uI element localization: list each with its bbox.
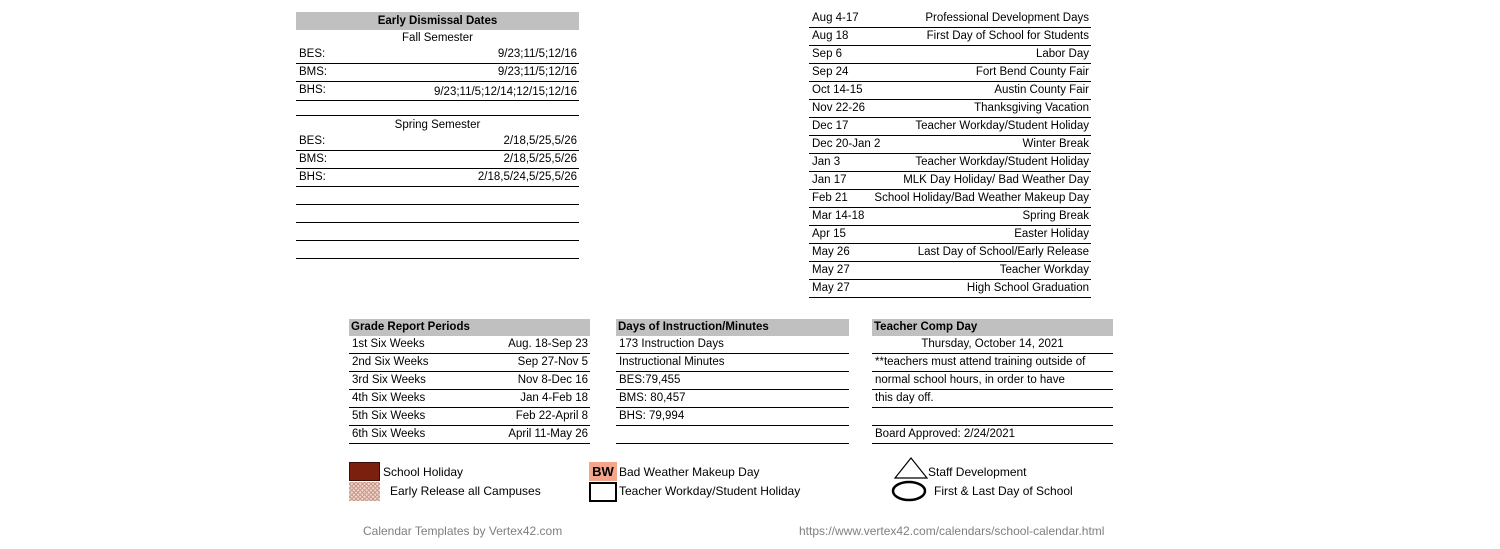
blank-row bbox=[296, 101, 579, 116]
ellipse-icon bbox=[891, 480, 927, 502]
table-row: BES: 2/18,5/25,5/26 bbox=[296, 133, 579, 151]
event-row bbox=[809, 64, 1091, 82]
event-row bbox=[809, 208, 1091, 226]
blank-row bbox=[296, 223, 579, 241]
event-name: Last Day of School/Early Release bbox=[917, 246, 1089, 258]
event-name: High School Graduation bbox=[966, 282, 1089, 294]
event-name: Teacher Workday/Student Holiday bbox=[915, 156, 1089, 168]
event-date: Jan 17 bbox=[812, 174, 847, 186]
instruction-row bbox=[616, 354, 849, 372]
bad-weather-label: Bad Weather Makeup Day bbox=[619, 465, 760, 479]
instruction-text: BHS: 79,994 bbox=[619, 410, 685, 422]
comp-day-note bbox=[872, 354, 1113, 372]
instruction-title: Days of Instruction/Minutes bbox=[616, 319, 849, 336]
early-release-label: Early Release all Campuses bbox=[390, 484, 541, 498]
grade-period-name: 1st Six Weeks bbox=[352, 338, 425, 350]
event-row bbox=[809, 28, 1091, 46]
fall-semester-label: Fall Semester bbox=[402, 32, 473, 44]
blank-row bbox=[296, 187, 579, 205]
event-name: First Day of School for Students bbox=[926, 30, 1089, 42]
event-date: Jan 3 bbox=[812, 156, 841, 168]
grade-period-row bbox=[349, 408, 590, 426]
event-row bbox=[809, 136, 1091, 154]
event-name: Labor Day bbox=[1035, 48, 1089, 60]
event-row bbox=[809, 262, 1091, 280]
instruction-text: Instructional Minutes bbox=[619, 356, 725, 368]
event-row bbox=[809, 244, 1091, 262]
grade-period-range: Feb 22-April 8 bbox=[515, 410, 588, 422]
comp-day-note-text: **teachers must attend training outside of bbox=[875, 356, 1086, 368]
event-name: MLK Day Holiday/ Bad Weather Day bbox=[903, 174, 1089, 186]
event-date: Sep 6 bbox=[812, 48, 843, 60]
event-row bbox=[809, 46, 1091, 64]
event-name: Thanksgiving Vacation bbox=[974, 102, 1089, 114]
bad-weather-swatch: BW bbox=[589, 462, 617, 481]
grade-period-row bbox=[349, 426, 590, 444]
event-row bbox=[809, 226, 1091, 244]
comp-day-title: Teacher Comp Day bbox=[872, 319, 1113, 336]
staff-development-label: Staff Development bbox=[928, 465, 1027, 479]
event-date: Feb 21 bbox=[812, 192, 848, 204]
event-date: May 26 bbox=[812, 246, 850, 258]
grade-period-range: Sep 27-Nov 5 bbox=[517, 356, 588, 368]
grade-period-range: Jan 4-Feb 18 bbox=[520, 392, 588, 404]
instruction-text: 173 Instruction Days bbox=[619, 338, 724, 350]
footer-url[interactable]: https://www.vertex42.com/calendars/school-calendar.html bbox=[799, 524, 1105, 538]
grade-period-row bbox=[349, 372, 590, 390]
event-name: Spring Break bbox=[1022, 210, 1089, 222]
event-row bbox=[809, 118, 1091, 136]
comp-day-note bbox=[872, 390, 1113, 408]
board-approved: Board Approved: 2/24/2021 bbox=[872, 426, 1113, 444]
early-release-swatch bbox=[349, 482, 380, 501]
grade-period-row bbox=[349, 354, 590, 372]
comp-day-note bbox=[872, 372, 1113, 390]
table-row: BES: 9/23;11/5;12/16 bbox=[296, 46, 579, 64]
grade-period-name: 2nd Six Weeks bbox=[352, 356, 429, 368]
table-row: BHS: 2/18,5/24,5/25,5/26 bbox=[296, 169, 579, 187]
early-dismissal-title: Early Dismissal Dates bbox=[296, 12, 579, 30]
event-row bbox=[809, 100, 1091, 118]
event-date: Aug 4-17 bbox=[812, 12, 859, 24]
instruction-row bbox=[616, 372, 849, 390]
event-date: Dec 17 bbox=[812, 120, 849, 132]
event-name: Teacher Workday bbox=[999, 264, 1089, 276]
blank-row bbox=[296, 241, 579, 259]
event-date: Oct 14-15 bbox=[812, 84, 863, 96]
event-row bbox=[809, 172, 1091, 190]
instruction-row bbox=[616, 426, 849, 444]
event-date: Dec 20-Jan 2 bbox=[812, 138, 881, 150]
event-row bbox=[809, 280, 1091, 298]
spring-semester-label: Spring Semester bbox=[394, 119, 481, 131]
event-row bbox=[809, 10, 1091, 28]
event-name: Teacher Workday/Student Holiday bbox=[915, 120, 1089, 132]
event-row bbox=[809, 82, 1091, 100]
triangle-icon bbox=[893, 457, 929, 479]
event-name: Austin County Fair bbox=[994, 84, 1089, 96]
grade-period-name: 6th Six Weeks bbox=[352, 428, 426, 440]
table-row: BMS: 9/23;11/5;12/16 bbox=[296, 64, 579, 82]
grade-period-row bbox=[349, 336, 590, 354]
school-holiday-label: School Holiday bbox=[383, 465, 464, 479]
event-date: Aug 18 bbox=[812, 30, 849, 42]
grade-period-name: 3rd Six Weeks bbox=[352, 374, 426, 386]
instruction-table bbox=[616, 319, 849, 444]
event-row bbox=[809, 154, 1091, 172]
event-date: May 27 bbox=[812, 282, 850, 294]
early-dismissal-table bbox=[296, 12, 579, 259]
teacher-workday-swatch bbox=[589, 482, 617, 502]
grade-period-range: Aug. 18-Sep 23 bbox=[508, 338, 588, 350]
event-name: School Holiday/Bad Weather Makeup Day bbox=[874, 192, 1089, 204]
instruction-row bbox=[616, 408, 849, 426]
grade-period-name: 4th Six Weeks bbox=[352, 392, 426, 404]
comp-day-date: Thursday, October 14, 2021 bbox=[872, 336, 1113, 354]
grade-period-range: April 11-May 26 bbox=[508, 428, 588, 440]
instruction-text: BMS: 80,457 bbox=[619, 392, 686, 404]
table-row: BHS: 9/23;11/5;12/14;12/15;12/16 bbox=[296, 82, 579, 101]
grade-period-range: Nov 8-Dec 16 bbox=[517, 374, 588, 386]
instruction-row bbox=[616, 390, 849, 408]
event-name: Easter Holiday bbox=[1014, 228, 1089, 240]
grade-period-name: 5th Six Weeks bbox=[352, 410, 426, 422]
school-holiday-swatch bbox=[349, 462, 380, 481]
instruction-row bbox=[616, 336, 849, 354]
blank-row bbox=[296, 205, 579, 223]
table-row: BMS: 2/18,5/25,5/26 bbox=[296, 151, 579, 169]
events-table bbox=[809, 10, 1091, 298]
teacher-workday-label: Teacher Workday/Student Holiday bbox=[619, 484, 801, 498]
grade-period-row bbox=[349, 390, 590, 408]
event-date: Sep 24 bbox=[812, 66, 849, 78]
instruction-text: BES:79,455 bbox=[619, 374, 681, 386]
event-date: Apr 15 bbox=[812, 228, 846, 240]
grade-periods-title: Grade Report Periods bbox=[349, 319, 590, 336]
comp-day-note-text: this day off. bbox=[875, 392, 934, 404]
first-last-day-label: First & Last Day of School bbox=[934, 484, 1073, 498]
comp-day-note bbox=[872, 408, 1113, 426]
footer-credit: Calendar Templates by Vertex42.com bbox=[363, 524, 563, 538]
grade-periods-table bbox=[349, 319, 590, 444]
event-date: Mar 14-18 bbox=[812, 210, 865, 222]
event-date: Nov 22-26 bbox=[812, 102, 866, 114]
comp-day-note-text: normal school hours, in order to have bbox=[875, 374, 1065, 386]
comp-day-table bbox=[872, 319, 1113, 444]
event-name: Professional Development Days bbox=[925, 12, 1089, 24]
event-row bbox=[809, 190, 1091, 208]
event-name: Winter Break bbox=[1022, 138, 1089, 150]
event-date: May 27 bbox=[812, 264, 850, 276]
event-name: Fort Bend County Fair bbox=[975, 66, 1089, 78]
